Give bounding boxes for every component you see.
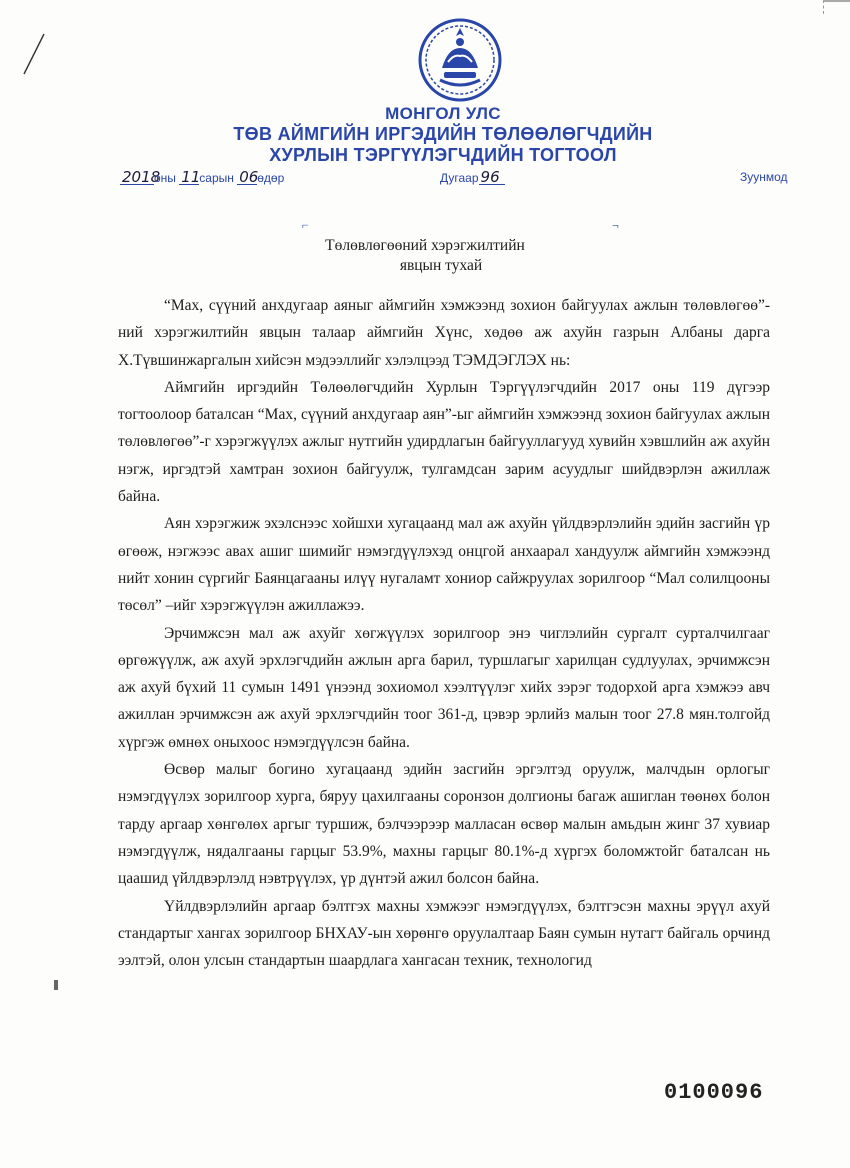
subject-line-2: явцын тухай <box>399 257 483 274</box>
serial-number: 0100096 <box>664 1080 764 1105</box>
subject-bracket-left: ⌐ <box>302 218 309 232</box>
date-month: 11 <box>181 168 201 186</box>
pen-stroke-mark <box>20 30 50 80</box>
number-value: 96 <box>479 170 505 185</box>
header-document-type: ХУРЛЫН ТЭРГҮҮЛЭГЧДИЙН ТОГТООЛ <box>269 145 617 165</box>
date-month-suffix: сарын <box>199 171 234 185</box>
paragraph: Үйлдвэрлэлийн аргаар бэлтгэх махны хэмжээг нэмэгдүүлэх, бэлтгэсэн махны эрүүл ахуй стандартыг хангах зорилгоор БНХАУ-ын хөрөнгө оруулалтаар Баян сумын нутагт байгаль орчинд ээлтэй, олон улсын стандартын шаардлага хангасан техник, технологид <box>118 897 770 970</box>
paragraph: Аймгийн иргэдийн Төлөөлөгчдийн Хурлын Тэргүүлэгчдийн 2017 оны 119 дүгээр тогтоолоор баталсан “Мах, сүүний анхдугаар аян”-ыг аймгийн хэмжээнд зохион байгуулах ажлын төлөвлөгөө”-г хэрэгжүүлэх ажлыг нутгийн удирдлагын байгууллагууд хувийн хэвшлийн аж ахуйн нэгж, иргэдтэй хамтран зохион байгуулж, тулгамдсан зарим асуудлыг шийдвэрлэн ажиллаж байна. <box>118 378 770 506</box>
decree-date <box>120 170 284 185</box>
date-year: 2018 <box>122 168 161 186</box>
paragraph: “Мах, сүүний анхдугаар аяныг аймгийн хэмжээнд зохион байгуулах ажлын төлөвлөгөө”-ний хэрэгжилтийн явцын талаар аймгийн Хүнс, хөдөө аж ахуйн газрын Албаны дарга Х.Түвшинжаргалын хийсэн мэдээллийг хэлэлцээд ТЭМДЭГЛЭХ нь: <box>118 297 770 369</box>
header-country: МОНГОЛ УЛС <box>385 104 501 123</box>
decree-body <box>118 292 770 974</box>
decree-place: Зуунмод <box>740 170 788 184</box>
paragraph: Аян хэрэгжиж эхэлснээс хойшхи хугацаанд мал аж ахуйн үйлдвэрлэлийн эдийн засгийн үр өгөөж, нэгжээс авах ашиг шимийг нэмэгдүүлэхэд онцгой анхаарал хандуулж аймгийн хэмжээнд нийт хонин сүргийг Баянцагааны илүү нугаламт хониор сайжруулах зорилгоор “Мал солилцооны төсөл” –ийг хэрэгжүүлэн ажиллажээ. <box>118 515 770 615</box>
paragraph: Эрчимжсэн мал аж ахуйг хөгжүүлэх зорилгоор энэ чиглэлийн сургалт сурталчилгааг өргөжүүлж, аж ахуй эрхлэгчдийн ажлын арга барил, туршлагыг харилцан судлуулах, эрчимжсэн аж ахуй бүхий 11 сумын 1491 үнээнд зохиомол хээлтүүлэг хийх зэрэг тодорхой арга хэмжээ авч ажиллан эрчимжсэн аж ахуй эрхлэгчдийн тоог 361-д, цэвэр эрлийз малын тоог 27.8 мян.толгойд хүргэж өмнөх оныхоос нэмэгдүүлсэн байна. <box>118 624 770 751</box>
state-emblem-icon <box>418 18 502 102</box>
date-day: 06 <box>239 168 259 186</box>
page-corner-fold <box>823 0 850 14</box>
date-day-suffix: өдөр <box>257 171 285 185</box>
margin-mark <box>54 980 58 990</box>
decree-number <box>440 170 505 185</box>
subject-bracket-right: ¬ <box>612 218 619 232</box>
number-label: Дугаар <box>440 171 479 185</box>
paragraph: Өсвөр малыг богино хугацаанд эдийн засгийн эргэлтэд оруулж, малчдын орлогыг нэмэгдүүлэх зорилгоор хурга, бяруу цахилгааны соронзон долгионы багаж ашиглан төөнөх болон тарду аргаар хөнгөлөх аргыг туршиж, бэлчээрээр малласан өсвөр малын амьдын жинг 37 хувиар нэмэгдүүлж, нядалгааны гарцыг 53.9%, махны гарцыг 80.1%-д хүргэх боломжтойг баталсан нь цаашид үйлдвэрлэлд нэвтрүүлэх, үр дүнтэй ажил болсон байна. <box>118 761 770 888</box>
subject-line-1: Төлөвлөгөөний хэрэгжилтийн <box>325 237 525 254</box>
date-year-suffix: оны <box>154 171 176 185</box>
header-council: ТӨВ АЙМГИЙН ИРГЭДИЙН ТӨЛӨӨЛӨГЧДИЙН <box>233 124 653 144</box>
